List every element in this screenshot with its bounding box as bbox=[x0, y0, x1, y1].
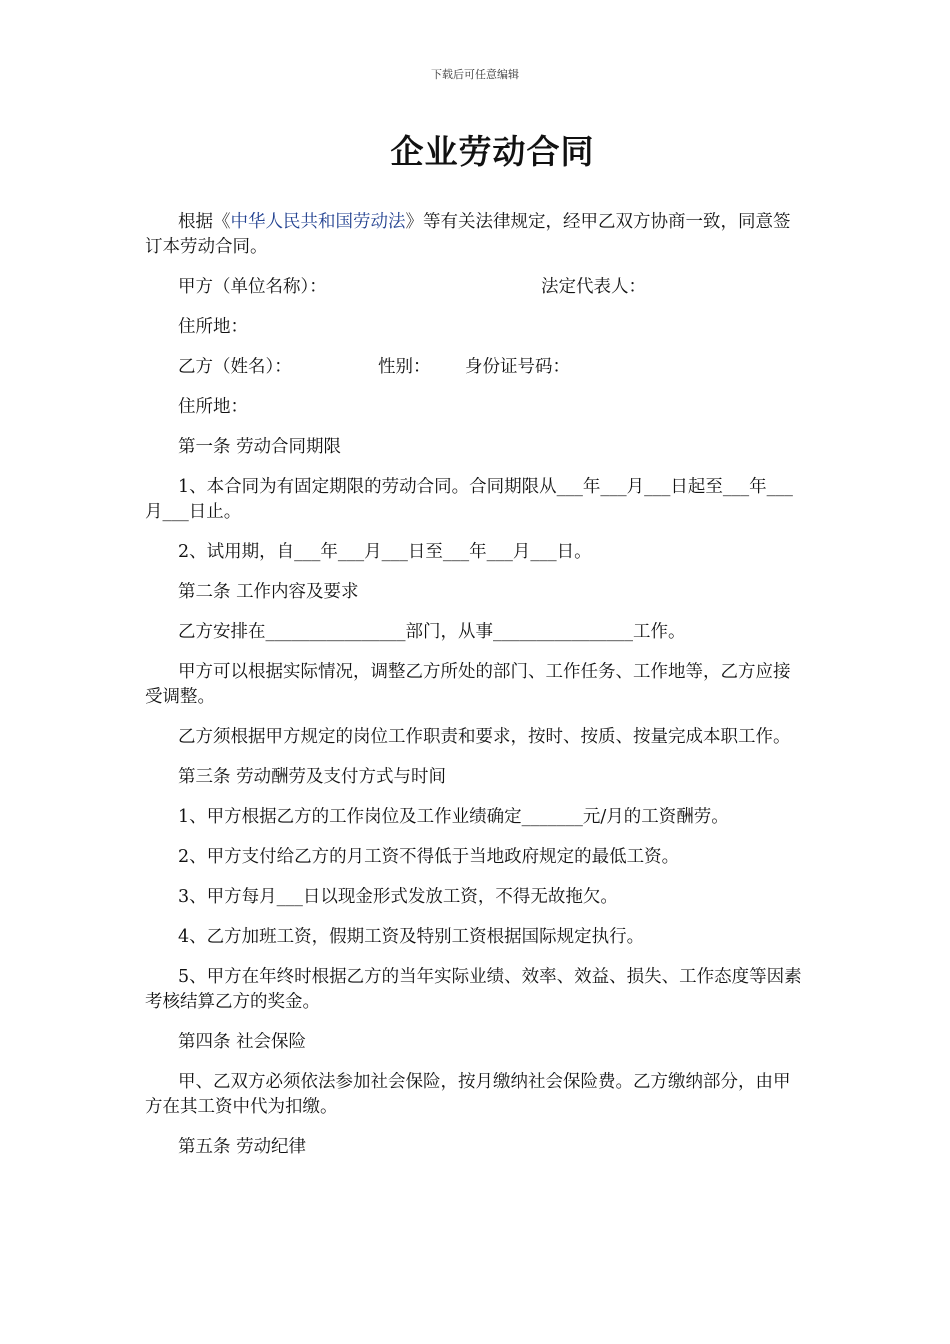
section-2-clause-3: 乙方须根据甲方规定的岗位工作职责和要求，按时、按质、按量完成本职工作。 bbox=[178, 727, 791, 747]
section-3-clause-3: 3、甲方每月___日以现金形式发放工资，不得无故拖欠。 bbox=[178, 887, 618, 907]
section-1-clause-1: 1、本合同为有固定期限的劳动合同。合同期限从___年___月___日起至___年___月___日止。 bbox=[145, 477, 793, 522]
section-1-clause-2: 2、试用期，自___年___月___日至___年___月___日。 bbox=[178, 542, 592, 562]
party-b-address-row bbox=[145, 395, 805, 420]
intro-text-before: 根据《 bbox=[178, 212, 231, 232]
section-3-clause-2: 2、甲方支付给乙方的月工资不得低于当地政府规定的最低工资。 bbox=[178, 847, 680, 867]
party-a-name-label: 甲方（单位名称）： bbox=[178, 277, 327, 297]
section-3-clause-4: 4、乙方加班工资，假期工资及特别工资根据国际规定执行。 bbox=[178, 927, 645, 947]
section-3-clause-1: 1、甲方根据乙方的工作岗位及工作业绩确定_______元/月的工资酬劳。 bbox=[178, 807, 729, 827]
labor-law-link[interactable]: 中华人民共和国劳动法 bbox=[230, 212, 406, 232]
section-1-title: 第一条 劳动合同期限 bbox=[178, 437, 342, 457]
section-5-title: 第五条 劳动纪律 bbox=[178, 1137, 307, 1157]
section-4-clause-1: 甲、乙双方必须依法参加社会保险，按月缴纳社会保险费。乙方缴纳部分，由甲方在其工资中代为扣缴。 bbox=[145, 1072, 791, 1117]
party-a-address-label: 住所地： bbox=[178, 317, 248, 337]
id-number-label: 身份证号码： bbox=[465, 357, 570, 377]
intro-paragraph bbox=[145, 210, 805, 260]
section-3-title: 第三条 劳动酬劳及支付方式与时间 bbox=[178, 767, 447, 787]
page-header-note: 下载后可任意编辑 bbox=[431, 68, 519, 81]
document-body bbox=[145, 210, 805, 1175]
section-4-title: 第四条 社会保险 bbox=[178, 1032, 307, 1052]
intro-text-after: 》等有关法律规定，经甲乙双方协商一致，同意签订本劳动合同。 bbox=[145, 212, 791, 257]
section-2-clause-2: 甲方可以根据实际情况，调整乙方所处的部门、工作任务、工作地等，乙方应接受调整。 bbox=[145, 662, 791, 707]
gender-label: 性别： bbox=[378, 357, 431, 377]
section-2-clause-1: 乙方安排在________________部门，从事________________工作。 bbox=[178, 622, 686, 642]
party-b-name-label: 乙方（姓名）： bbox=[178, 357, 292, 377]
party-b-row bbox=[145, 355, 805, 380]
section-2-title: 第二条 工作内容及要求 bbox=[178, 582, 359, 602]
section-3-clause-5: 5、甲方在年终时根据乙方的当年实际业绩、效率、效益、损失、工作态度等因素考核结算乙方的奖金。 bbox=[145, 967, 802, 1012]
party-a-address-row bbox=[145, 315, 805, 340]
legal-rep-label: 法定代表人： bbox=[541, 277, 646, 297]
party-a-row bbox=[145, 275, 805, 300]
party-b-address-label: 住所地： bbox=[178, 397, 248, 417]
document-title: 企业劳动合同 bbox=[390, 132, 595, 171]
